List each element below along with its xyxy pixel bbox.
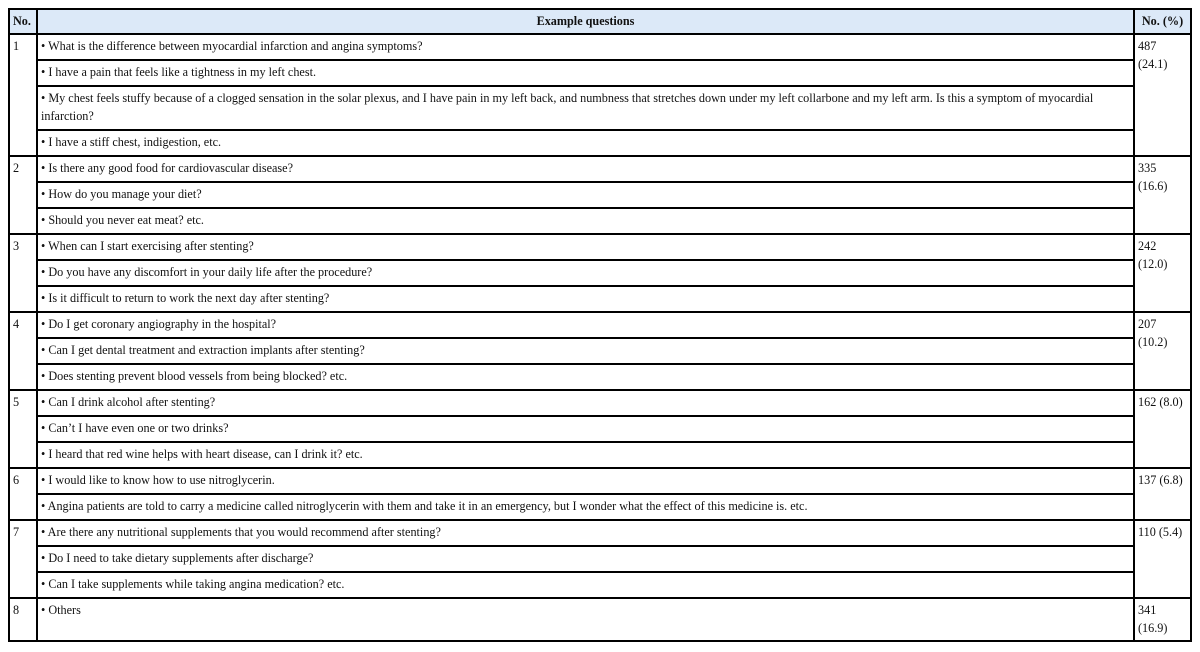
example-question: • Can I take supplements while taking angina medication? etc. bbox=[37, 572, 1134, 598]
row-number: 7 bbox=[9, 520, 37, 598]
table-row bbox=[9, 390, 1191, 416]
table-row bbox=[9, 234, 1191, 260]
count-percent: 335 (16.6) bbox=[1134, 156, 1191, 234]
table-row bbox=[9, 34, 1191, 60]
table-row bbox=[9, 156, 1191, 182]
table-row bbox=[9, 286, 1191, 312]
table-row bbox=[9, 572, 1191, 598]
example-question: • Angina patients are told to carry a medicine called nitroglycerin with them and take it in an emergency, but I wonder what the effect of this medicine is. etc. bbox=[37, 494, 1134, 520]
example-question: • Can’t I have even one or two drinks? bbox=[37, 416, 1134, 442]
table-row bbox=[9, 416, 1191, 442]
row-number: 1 bbox=[9, 34, 37, 156]
count-percent: 242 (12.0) bbox=[1134, 234, 1191, 312]
example-question: • Do you have any discomfort in your daily life after the procedure? bbox=[37, 260, 1134, 286]
table-row bbox=[9, 338, 1191, 364]
example-question: • I heard that red wine helps with heart disease, can I drink it? etc. bbox=[37, 442, 1134, 468]
table-row bbox=[9, 312, 1191, 338]
table-row bbox=[9, 60, 1191, 86]
example-question: • My chest feels stuffy because of a clogged sensation in the solar plexus, and I have pain in my left back, and numbness that stretches down under my left collarbone and my left arm. Is this a symptom of myocardial infarction? bbox=[37, 86, 1134, 130]
table-row bbox=[9, 182, 1191, 208]
questions-table-container bbox=[8, 8, 1192, 642]
example-question: • I have a pain that feels like a tightness in my left chest. bbox=[37, 60, 1134, 86]
row-number: 4 bbox=[9, 312, 37, 390]
example-question: • Should you never eat meat? etc. bbox=[37, 208, 1134, 234]
table-row bbox=[9, 130, 1191, 156]
example-question: • Are there any nutritional supplements that you would recommend after stenting? bbox=[37, 520, 1134, 546]
row-number: 6 bbox=[9, 468, 37, 520]
table-row bbox=[9, 546, 1191, 572]
table-row bbox=[9, 260, 1191, 286]
table-row bbox=[9, 442, 1191, 468]
example-question: • I have a stiff chest, indigestion, etc. bbox=[37, 130, 1134, 156]
table-row bbox=[9, 520, 1191, 546]
example-questions-table bbox=[8, 8, 1192, 642]
row-number: 2 bbox=[9, 156, 37, 234]
row-number: 8 bbox=[9, 598, 37, 641]
header-count-percent: No. (%) bbox=[1134, 9, 1191, 34]
count-percent: 487 (24.1) bbox=[1134, 34, 1191, 156]
header-row bbox=[9, 9, 1191, 34]
header-example-questions: Example questions bbox=[37, 9, 1134, 34]
table-row bbox=[9, 86, 1191, 130]
example-question: • Others bbox=[37, 598, 1134, 641]
count-percent: 110 (5.4) bbox=[1134, 520, 1191, 598]
example-question: • What is the difference between myocardial infarction and angina symptoms? bbox=[37, 34, 1134, 60]
example-question: • When can I start exercising after stenting? bbox=[37, 234, 1134, 260]
count-percent: 341 (16.9) bbox=[1134, 598, 1191, 641]
example-question: • Do I need to take dietary supplements after discharge? bbox=[37, 546, 1134, 572]
example-question: • Can I get dental treatment and extraction implants after stenting? bbox=[37, 338, 1134, 364]
row-number: 5 bbox=[9, 390, 37, 468]
example-question: • Does stenting prevent blood vessels from being blocked? etc. bbox=[37, 364, 1134, 390]
count-percent: 162 (8.0) bbox=[1134, 390, 1191, 468]
example-question: • Is it difficult to return to work the next day after stenting? bbox=[37, 286, 1134, 312]
table-row bbox=[9, 208, 1191, 234]
header-no: No. bbox=[9, 9, 37, 34]
count-percent: 207 (10.2) bbox=[1134, 312, 1191, 390]
example-question: • Do I get coronary angiography in the hospital? bbox=[37, 312, 1134, 338]
example-question: • Can I drink alcohol after stenting? bbox=[37, 390, 1134, 416]
example-question: • How do you manage your diet? bbox=[37, 182, 1134, 208]
example-question: • Is there any good food for cardiovascular disease? bbox=[37, 156, 1134, 182]
table-row bbox=[9, 598, 1191, 641]
table-body bbox=[9, 34, 1191, 641]
table-row bbox=[9, 468, 1191, 494]
table-row bbox=[9, 494, 1191, 520]
count-percent: 137 (6.8) bbox=[1134, 468, 1191, 520]
example-question: • I would like to know how to use nitroglycerin. bbox=[37, 468, 1134, 494]
table-row bbox=[9, 364, 1191, 390]
row-number: 3 bbox=[9, 234, 37, 312]
